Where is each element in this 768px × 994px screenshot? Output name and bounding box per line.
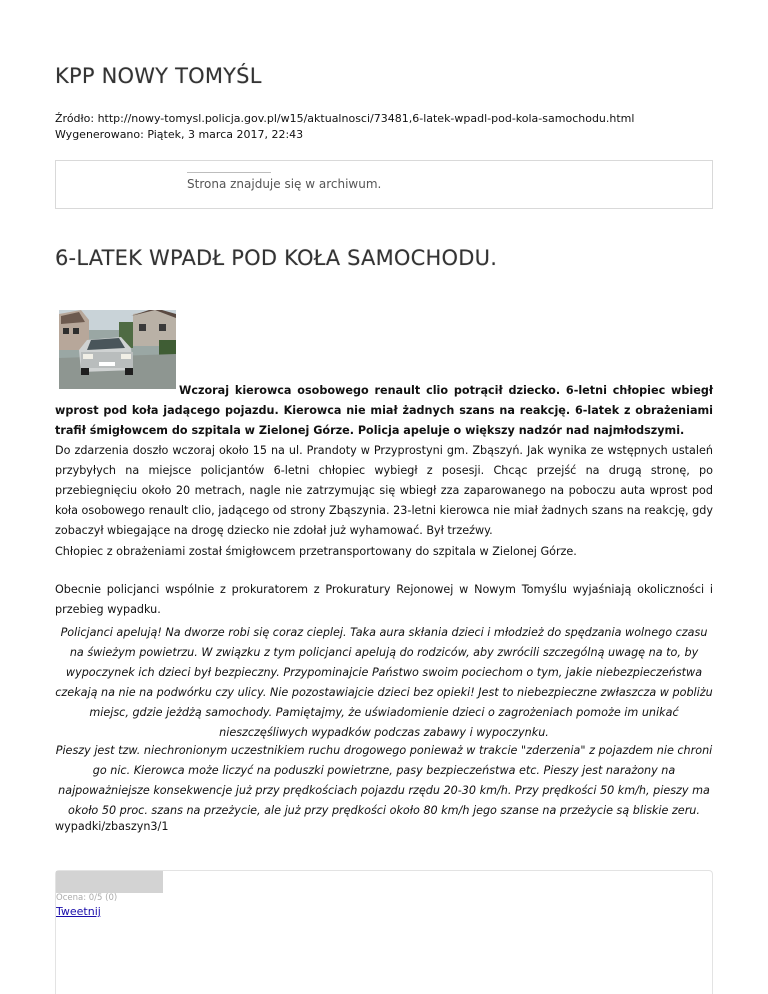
source-url: Źródło: http://nowy-tomysl.policja.gov.pl/w15/aktualnosci/73481,6-latek-wpadl-pod-kola-samochodu.html [55, 112, 635, 125]
police-appeal: Policjanci apelują! Na dworze robi się coraz cieplej. Taka aura skłania dzieci i młodzież do spędzania wolnego czasu na świeżym powietrzu. W związku z tym policjanci apelują do rodziców, aby zwrócili szczególną uwagę na to, by wypoczynek ich dzieci był bezpieczny. Przypominajcie Państwo swoim pociechom o tym, jakie niebezpieczeństwa czekają na nie na podwórku czy ulicy. Nie pozostawiajcie dzieci bez opieki! Jest to niebezpieczne zwłaszcza w pobliżu miejsc, gdzie jeżdżą samochody. Pamiętajmy, że uświadomienie dzieci o zagrożeniach pomoże im unikać nieszczęśliwych wypadków podczas zabawy i wypoczynku. [55, 626, 713, 739]
site-title: KPP NOWY TOMYŚL [55, 64, 262, 88]
archive-text: Strona znajduje się w archiwum. [187, 177, 382, 191]
generated-date: Wygenerowano: Piątek, 3 marca 2017, 22:43 [55, 128, 304, 141]
archive-divider [187, 172, 271, 173]
article-lead: Wczoraj kierowca osobowego renault clio potrącił dziecko. 6-letni chłopiec wbiegł wprost pod koła jadącego pojazdu. Kierowca nie miał żadnych szans na reakcję. 6-latek z obrażeniami trafił śmigłowcem do szpitala w Zielonej Górze. Policja apeluje o większy nadzór nad najmłodszymi. [55, 384, 713, 437]
article-photo[interactable] [59, 310, 176, 389]
article-title: 6-LATEK WPADŁ POD KOŁA SAMOCHODU. [55, 246, 498, 270]
article-tag: wypadki/zbaszyn3/1 [55, 820, 169, 833]
article-paragraph-3: Obecnie policjanci wspólnie z prokuratorem z Prokuratury Rejonowej w Nowym Tomyślu wyjaśniają okoliczności i przebieg wypadku. [55, 583, 713, 616]
article-paragraph-2: Chłopiec z obrażeniami został śmigłowcem przetransportowany do szpitala w Zielonej Górze. [55, 545, 577, 558]
car-photo-image [59, 310, 176, 389]
meta-info [55, 111, 634, 143]
rating-stars-bar[interactable] [56, 871, 163, 893]
article-paragraph-1: Do zdarzenia doszło wczoraj około 15 na ul. Prandoty w Przyprostyni gm. Zbąszyń. Jak wynika ze wstępnych ustaleń przybyłych na miejsce policjantów 6-letni chłopiec wybiegł z posesji. Chcąc przejść na drugą stronę, po przebiegnięciu około 20 metrach, nagle nie zatrzymując się wbiegł zza zaparowanego na poboczu auta wprost pod koła osobowego renault clio, jadącego od strony Zbąszynia. 23-letni kierowca nie miał żadnych szans na reakcję, gdy zobaczył wbiegające na drogę dziecko nie zdołał już wyhamować. Był trzeźwy. [55, 444, 713, 537]
rating-panel [55, 870, 713, 994]
pedestrian-safety-note: Pieszy jest tzw. niechronionym uczestnikiem ruchu drogowego ponieważ w trakcie "zderzenia" z pojazdem nie chroni go nic. Kierowca może liczyć na poduszki powietrzne, pasy bezpieczeństwa etc. Pieszy jest narażony na najpoważniejsze konsekwencje już przy prędkościach pojazdu rzędu 20-30 km/h. Przy prędkości 50 km/h, pieszy ma około 50 proc. szans na przeżycie, ale już przy prędkości około 80 km/h jego szanse na przeżycie są bliskie zeru. [55, 744, 713, 817]
tweet-link[interactable]: Tweetnij [56, 905, 101, 918]
rating-text: Ocena: 0/5 (0) [56, 893, 118, 903]
archive-notice [55, 160, 713, 209]
